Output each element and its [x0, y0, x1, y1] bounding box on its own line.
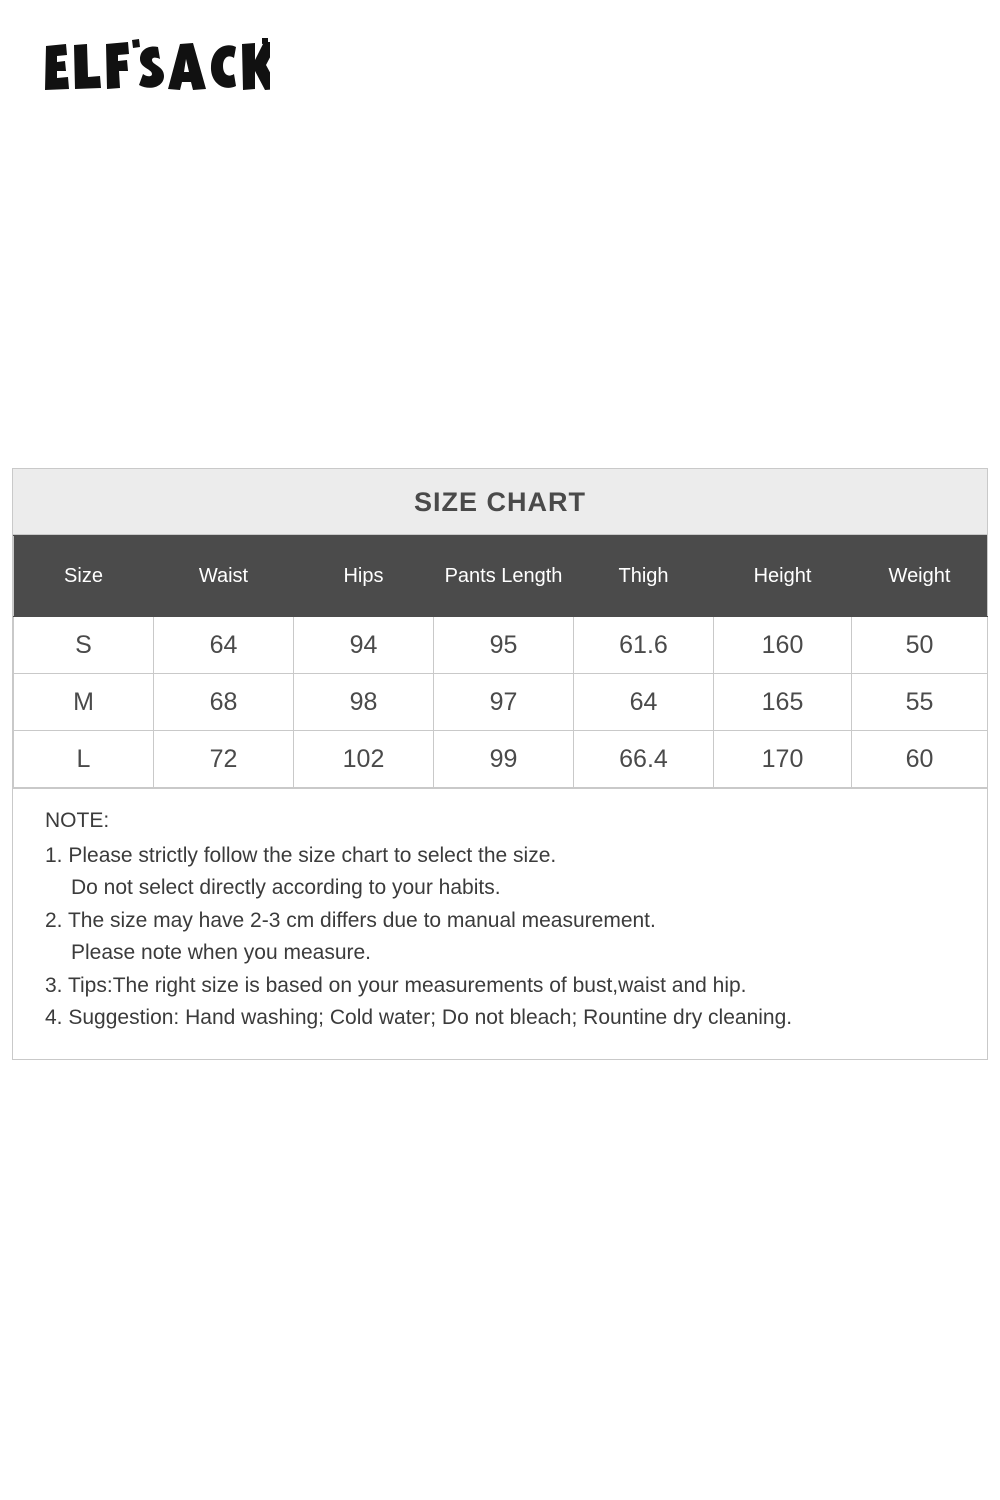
cell-thigh: 64: [574, 674, 714, 731]
column-header-hips: Hips: [294, 536, 434, 617]
column-header-pants-length: Pants Length: [434, 536, 574, 617]
column-header-waist: Waist: [154, 536, 294, 617]
note-heading: NOTE:: [45, 809, 110, 832]
column-header-height: Height: [714, 536, 852, 617]
cell-weight: 60: [852, 731, 988, 788]
cell-size: L: [14, 731, 154, 788]
cell-size: S: [14, 617, 154, 674]
note-line-2: 2. The size may have 2-3 cm differs due to manual measurement.: [45, 908, 656, 932]
cell-thigh: 66.4: [574, 731, 714, 788]
note-section: [13, 788, 987, 1059]
cell-height: 160: [714, 617, 852, 674]
table-header-row: [14, 536, 988, 617]
cell-pants-length: 95: [434, 617, 574, 674]
cell-hips: 102: [294, 731, 434, 788]
column-header-weight: Weight: [852, 536, 988, 617]
cell-weight: 50: [852, 617, 988, 674]
cell-waist: 68: [154, 674, 294, 731]
note-line-1-cont: Do not select directly according to your habits.: [71, 876, 501, 900]
cell-waist: 64: [154, 617, 294, 674]
cell-hips: 94: [294, 617, 434, 674]
column-header-size: Size: [14, 536, 154, 617]
table-row: [14, 731, 988, 788]
size-chart-block: [12, 468, 988, 1060]
cell-waist: 72: [154, 731, 294, 788]
note-line-2-cont: Please note when you measure.: [71, 941, 372, 965]
cell-pants-length: 97: [434, 674, 574, 731]
cell-pants-length: 99: [434, 731, 574, 788]
cell-weight: 55: [852, 674, 988, 731]
size-chart-table: [13, 535, 988, 788]
cell-height: 165: [714, 674, 852, 731]
note-line-1: 1. Please strictly follow the size chart to select the size.: [45, 843, 557, 867]
cell-height: 170: [714, 731, 852, 788]
elfsack-wordmark-logo: [40, 38, 270, 108]
note-line-4: 4. Suggestion: Hand washing; Cold water; Do not bleach; Rountine dry cleaning.: [45, 1006, 793, 1030]
cell-hips: 98: [294, 674, 434, 731]
cell-thigh: 61.6: [574, 617, 714, 674]
size-chart-title: SIZE CHART: [13, 469, 987, 535]
column-header-thigh: Thigh: [574, 536, 714, 617]
cell-size: M: [14, 674, 154, 731]
table-row: [14, 674, 988, 731]
note-line-3: 3. Tips:The right size is based on your measurements of bust,waist and hip.: [45, 973, 747, 997]
table-row: [14, 617, 988, 674]
brand-logo: [40, 38, 270, 108]
